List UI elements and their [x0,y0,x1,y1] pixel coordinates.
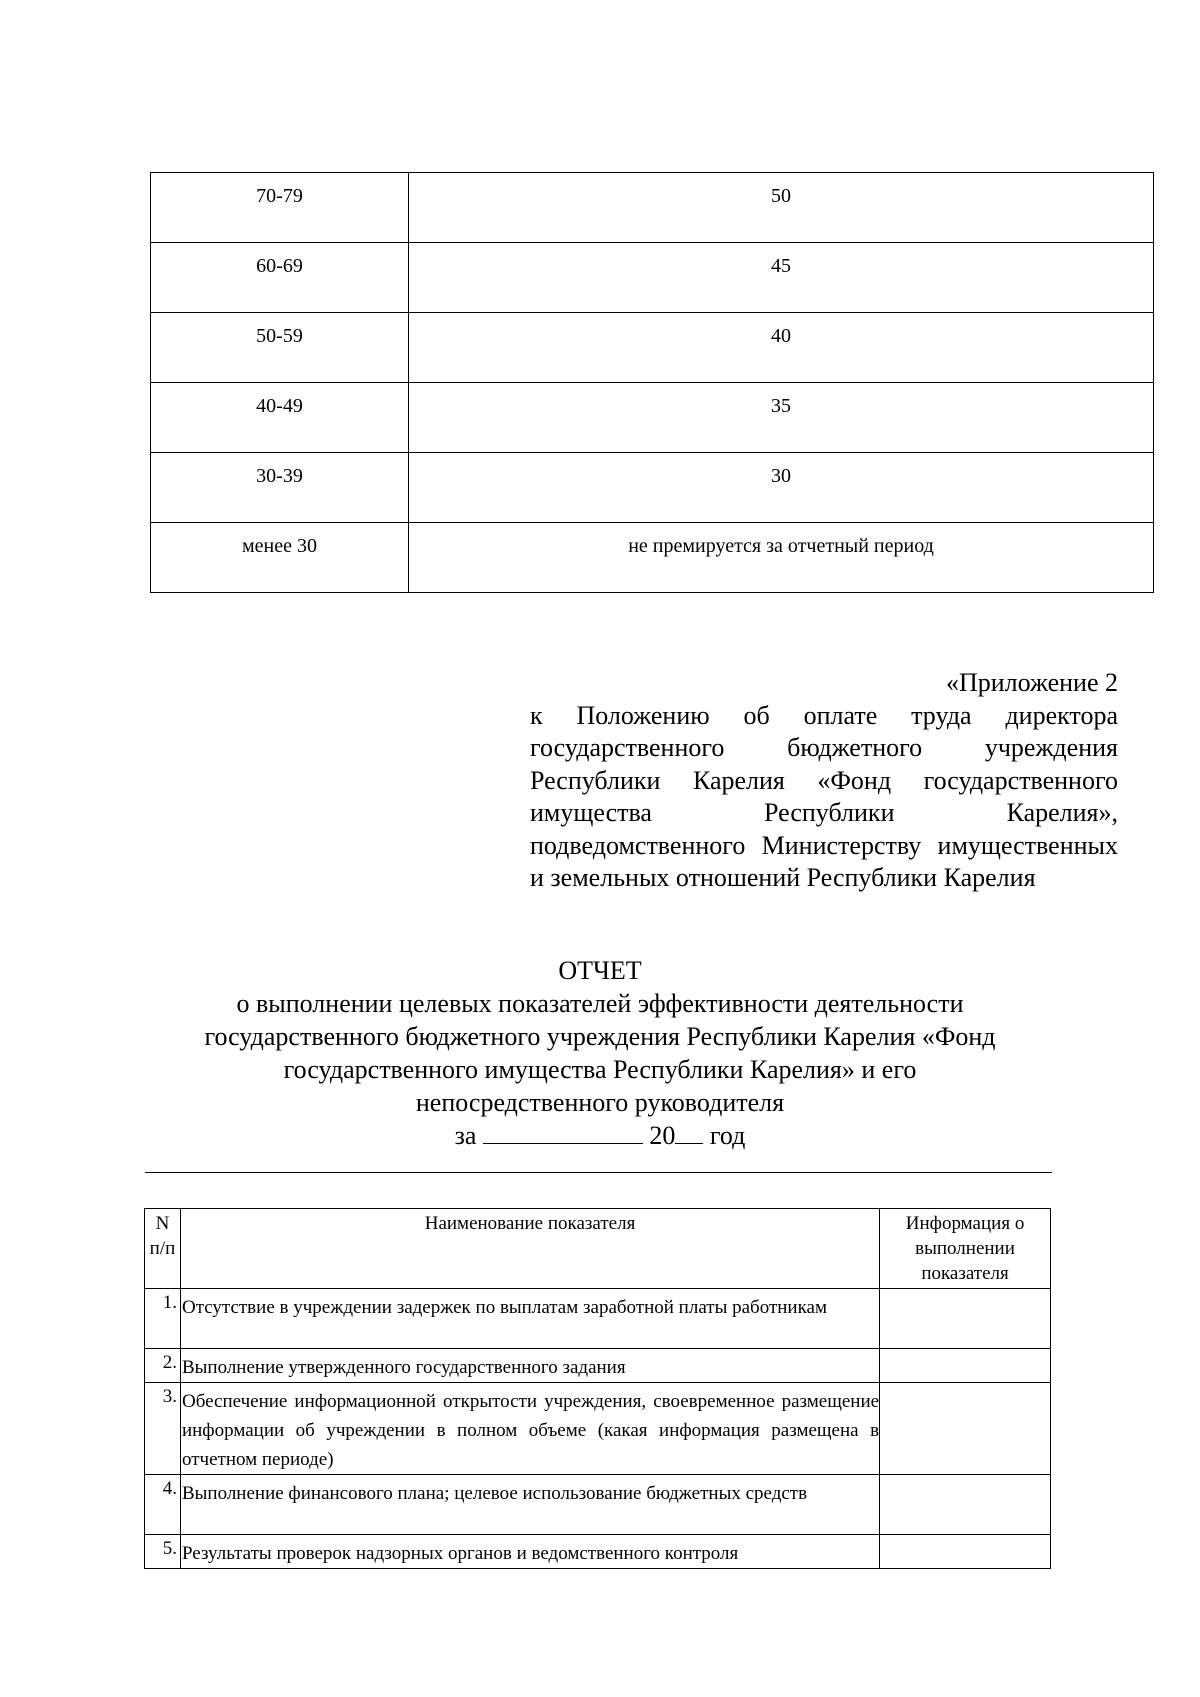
row-number: 4. [145,1475,181,1535]
score-range-cell: менее 30 [151,523,409,593]
table-row [151,453,1154,523]
score-value-cell: 40 [409,313,1154,383]
row-number: 5. [145,1535,181,1569]
header-name: Наименование показателя [180,1209,879,1289]
table-row [151,523,1154,593]
row-info-cell[interactable] [880,1475,1051,1535]
score-range-cell: 60-69 [151,243,409,313]
score-range-cell: 30-39 [151,453,409,523]
report-subtitle-line: государственного имущества Республики Карелия» и его [283,1055,917,1084]
period-suffix: год [709,1121,746,1150]
row-indicator-name: Обеспечение информационной открытости учреждения, своевременное размещение информации об учреждении в полном объеме (какая информация размещена в отчетном периоде) [180,1383,879,1475]
row-indicator-name: Выполнение финансового плана; целевое использование бюджетных средств [180,1475,879,1535]
period-prefix: за [454,1121,477,1150]
row-info-cell[interactable] [880,1383,1051,1475]
table-row [145,1349,1051,1383]
table-row [145,1535,1051,1569]
row-indicator-name: Результаты проверок надзорных органов и ведомственного контроля [180,1535,879,1569]
title-underline-rule [145,1172,1052,1173]
score-value-cell: не премируется за отчетный период [409,523,1154,593]
header-num: N п/п [145,1209,181,1289]
table-row [151,313,1154,383]
table-header-row [145,1209,1051,1289]
score-value-cell: 35 [409,383,1154,453]
appendix-body: к Положению об оплате труда директора государственного бюджетного учреждения Республики Карелия «Фонд государственного имущества Республики Карелия», подведомственного Министерству имущественных и земельных отношений Республики Карелия [530,701,1118,893]
score-range-cell: 70-79 [151,173,409,243]
report-subtitle-line: о выполнении целевых показателей эффективности деятельности [236,989,964,1018]
score-range-cell: 50-59 [151,313,409,383]
score-value-cell: 45 [409,243,1154,313]
row-info-cell[interactable] [880,1349,1051,1383]
score-range-cell: 40-49 [151,383,409,453]
table-row [151,173,1154,243]
appendix-heading: «Приложение 2 [945,668,1118,697]
year-blank [675,1121,703,1144]
score-value-cell: 30 [409,453,1154,523]
table-row [151,243,1154,313]
report-title-block [130,954,1070,1152]
period-year-prefix: 20 [649,1121,676,1150]
row-indicator-name: Отсутствие в учреждении задержек по выплатам заработной платы работникам [180,1289,879,1349]
header-info: Информация о выполнении показателя [880,1209,1051,1289]
report-subtitle-line: государственного бюджетного учреждения Республики Карелия «Фонд [204,1022,996,1051]
row-info-cell[interactable] [880,1535,1051,1569]
row-info-cell[interactable] [880,1289,1051,1349]
table-row [145,1383,1051,1475]
row-number: 1. [145,1289,181,1349]
row-number: 3. [145,1383,181,1475]
period-blank [483,1121,643,1144]
report-period [130,1119,1070,1152]
row-number: 2. [145,1349,181,1383]
table-row [151,383,1154,453]
report-title: ОТЧЕТ [558,956,642,985]
row-indicator-name: Выполнение утвержденного государственного задания [180,1349,879,1383]
table-row [145,1475,1051,1535]
table-row [145,1289,1051,1349]
score-table [150,172,1154,593]
score-value-cell: 50 [409,173,1154,243]
report-subtitle-line: непосредственного руководителя [415,1088,785,1117]
indicators-table [144,1208,1051,1569]
